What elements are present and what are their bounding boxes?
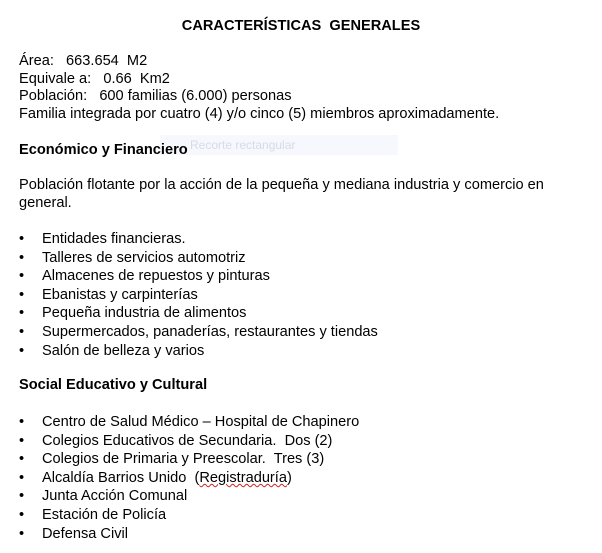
list-item-text: Centro de Salud Médico – Hospital de Chapinero (42, 414, 360, 430)
population-line: Población: 600 familias (6.000) personas (19, 88, 292, 104)
list-item-text: Estación de Policía (42, 507, 167, 523)
list-item-text: Entidades financieras. (42, 231, 186, 247)
registraduria-text (199, 470, 291, 486)
list-item-text: Salón de belleza y varios (42, 342, 205, 359)
bullet-icon: • (19, 342, 25, 359)
list-item-text: Junta Acción Comunal (42, 488, 188, 505)
list-item-text: Talleres de servicios automotriz (42, 249, 246, 266)
page-title: CARACTERÍSTICAS GENERALES (181, 18, 421, 34)
list-item-text: Pequeña industria de alimentos (42, 305, 247, 322)
bullet-icon: • (19, 488, 25, 505)
snip-tooltip: Recorte rectangular (160, 135, 398, 155)
list-item-text: Colegios de Primaria y Preescolar. Tres (3) (42, 451, 325, 468)
bullet-icon: • (19, 268, 25, 285)
bullet-icon: • (19, 507, 25, 523)
list-item-text: Alcaldía Barrios Unido (Registraduría) (42, 469, 292, 486)
list-item-text: Defensa Civil (42, 525, 128, 542)
economic-paragraph-1: Población flotante por la acción de la pequeña y mediana industria y comercio en (19, 177, 544, 193)
list-item-text: Colegios Educativos de Secundaria. Dos (2) (42, 432, 333, 449)
equivalent-line: Equivale a: 0.66 Km2 (19, 71, 170, 87)
bullet-icon: • (19, 231, 25, 247)
bullet-icon: • (19, 525, 25, 542)
bullet-icon: • (19, 432, 25, 449)
area-line: Área: 663.654 M2 (19, 53, 148, 69)
spellcheck-word[interactable]: Registraduría (199, 469, 287, 486)
bullet-icon: • (19, 469, 25, 486)
family-line: Familia integrada por cuatro (4) y/o cinco (5) miembros aproximadamente. (19, 106, 500, 122)
bullet-icon: • (19, 451, 25, 468)
economic-paragraph-2: general. (19, 195, 72, 211)
paren-close: ) (286, 469, 292, 486)
economic-heading: Económico y Financiero (19, 142, 188, 158)
social-heading: Social Educativo y Cultural (19, 377, 208, 393)
bullet-icon: • (19, 286, 25, 303)
bullet-icon: • (19, 249, 25, 266)
bullet-icon: • (19, 414, 25, 430)
list-item-text: Supermercados, panaderías, restaurantes y tiendas (42, 324, 378, 340)
list-item-text: Ebanistas y carpinterías (42, 286, 198, 303)
list-item-text: Almacenes de repuestos y pinturas (42, 268, 270, 285)
bullet-icon: • (19, 324, 25, 340)
bullet-icon: • (19, 305, 25, 322)
